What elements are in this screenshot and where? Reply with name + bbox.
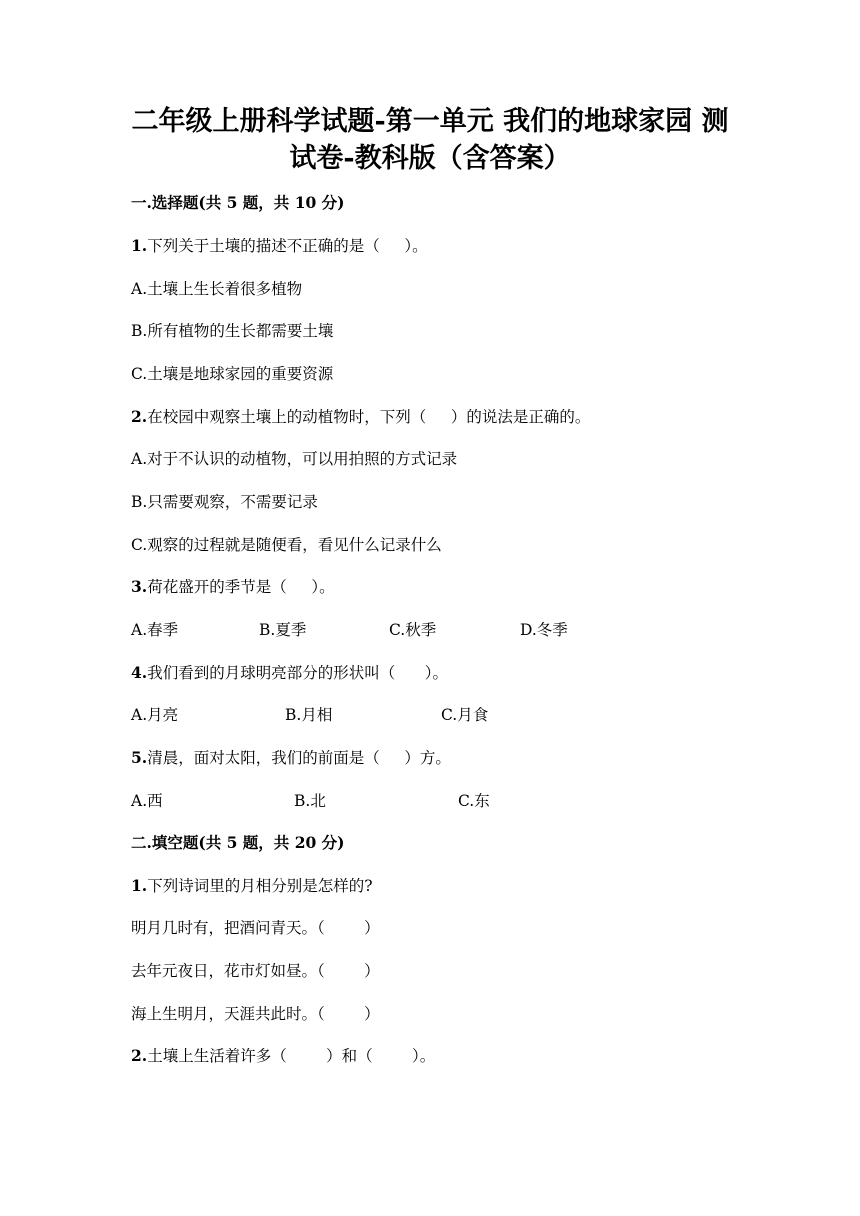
document-title-line-2: 试卷-教科版（含答案）: [289, 143, 571, 174]
section-heading-choice: 一.选择题(共 5 题，共 10 分): [131, 193, 345, 212]
fill-question-1: [131, 876, 373, 896]
question-text: 土壤上生活着许多（ ）和（ ）。: [147, 1047, 436, 1065]
question-text: 下列诗词里的月相分别是怎样的?: [147, 877, 373, 895]
option-a: A.春季: [131, 621, 179, 639]
option-d: D.冬季: [520, 621, 568, 639]
option-c: C.东: [458, 792, 490, 810]
question-text: 在校园中观察土壤上的动植物时，下列（ ）的说法是正确的。: [147, 408, 591, 426]
option-a: A.月亮: [131, 706, 179, 724]
option-c: C.月食: [441, 706, 489, 724]
option-a: A.西: [131, 792, 163, 810]
question-number: 1.: [131, 876, 148, 895]
question-4: [131, 663, 448, 683]
document-title-line-1: 二年级上册科学试题-第一单元 我们的地球家园 测: [131, 106, 729, 137]
question-2: [131, 407, 590, 427]
option-c: C.观察的过程就是随便看，看见什么记录什么: [131, 536, 442, 554]
question-5: [131, 748, 451, 768]
question-number: 1.: [131, 236, 148, 255]
question-text: 我们看到的月球明亮部分的形状叫（ ）。: [147, 664, 449, 682]
question-text: 下列关于土壤的描述不正确的是（ ）。: [147, 237, 428, 255]
section-heading-fill: 二.填空题(共 5 题，共 20 分): [131, 833, 345, 852]
option-c: C.秋季: [389, 621, 437, 639]
option-b: B.所有植物的生长都需要土壤: [131, 322, 334, 340]
option-c: C.土壤是地球家园的重要资源: [131, 365, 334, 383]
question-number: 2.: [131, 1046, 148, 1065]
fill-question-2: [131, 1046, 435, 1066]
question-3: [131, 577, 335, 597]
question-number: 5.: [131, 748, 148, 767]
question-1: [131, 236, 428, 256]
option-b: B.只需要观察，不需要记录: [131, 493, 318, 511]
question-number: 3.: [131, 577, 148, 596]
option-b: B.月相: [285, 706, 333, 724]
question-number: 2.: [131, 407, 148, 426]
option-a: A.土壤上生长着很多植物: [131, 280, 303, 298]
option-b: B.北: [294, 792, 326, 810]
poem-line-1: 明月几时有，把酒问青天。（ ）: [131, 919, 380, 937]
question-number: 4.: [131, 663, 148, 682]
option-a: A.对于不认识的动植物，可以用拍照的方式记录: [131, 450, 458, 468]
poem-line-2: 去年元夜日，花市灯如昼。（ ）: [131, 962, 380, 980]
question-text: 荷花盛开的季节是（ ）。: [147, 578, 335, 596]
option-b: B.夏季: [259, 621, 307, 639]
poem-line-3: 海上生明月，天涯共此时。（ ）: [131, 1005, 380, 1023]
question-text: 清晨，面对太阳，我们的前面是（ ）方。: [147, 749, 451, 767]
